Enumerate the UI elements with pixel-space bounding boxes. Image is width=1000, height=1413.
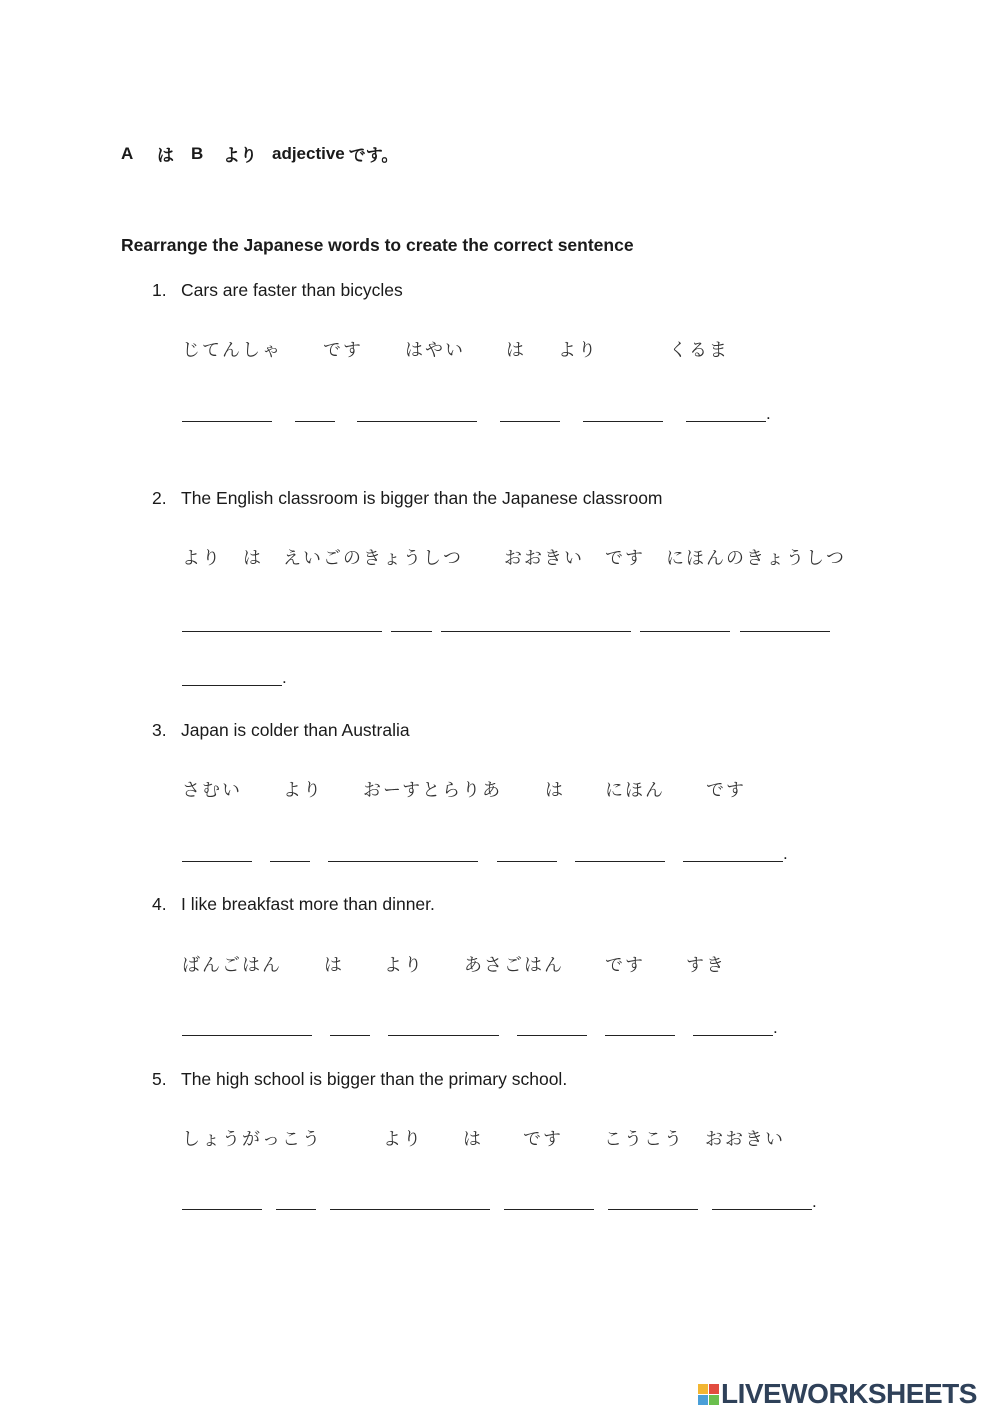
answer-blanks xyxy=(182,402,771,422)
sentence-period: . xyxy=(773,1018,778,1037)
word-1: ばんごはん xyxy=(182,955,282,975)
word-3: はやい xyxy=(405,340,465,360)
answer-blank[interactable] xyxy=(712,1193,812,1210)
sentence-period: . xyxy=(812,1192,817,1211)
answer-blank[interactable] xyxy=(182,615,382,632)
word-3: おーすとらりあ xyxy=(363,780,503,800)
answer-blank[interactable] xyxy=(391,615,432,632)
word-5: こうこう xyxy=(604,1129,684,1149)
word-1: より xyxy=(182,548,222,568)
question-text: The high school is bigger than the primary school. xyxy=(181,1069,568,1089)
answer-blank[interactable] xyxy=(182,845,252,862)
sentence-period: . xyxy=(282,668,287,687)
word-2: より xyxy=(283,780,323,800)
answer-blanks xyxy=(182,1016,778,1036)
word-6: くるま xyxy=(669,340,729,360)
logo-cubes-icon xyxy=(698,1384,719,1405)
question-prompt xyxy=(152,894,435,915)
answer-blank[interactable] xyxy=(357,405,477,422)
answer-blank[interactable] xyxy=(605,1019,675,1036)
word-5: です xyxy=(605,955,645,975)
answer-blank[interactable] xyxy=(182,1019,312,1036)
answer-blank[interactable] xyxy=(330,1019,370,1036)
question-text: Cars are faster than bicycles xyxy=(181,280,403,300)
word-5: より xyxy=(558,340,598,360)
answer-blank[interactable] xyxy=(500,405,560,422)
answer-blank[interactable] xyxy=(330,1193,490,1210)
answer-blank[interactable] xyxy=(683,845,783,862)
word-2: より xyxy=(383,1129,423,1149)
pattern-desu: です。 xyxy=(348,146,399,165)
word-3: は xyxy=(463,1129,483,1149)
pattern-a: A xyxy=(121,143,134,163)
answer-blank[interactable] xyxy=(583,405,663,422)
answer-blanks-line-2 xyxy=(182,666,287,686)
liveworksheets-logo xyxy=(698,1378,977,1410)
logo-text: LIVEWORKSHEETS xyxy=(721,1378,977,1409)
question-prompt xyxy=(152,488,663,509)
answer-blank[interactable] xyxy=(270,845,310,862)
word-4: は xyxy=(506,340,526,360)
answer-blanks xyxy=(182,842,788,862)
instruction: Rearrange the Japanese words to create the correct sentence xyxy=(121,235,634,255)
word-2: は xyxy=(243,548,263,568)
answer-blank[interactable] xyxy=(295,405,335,422)
word-3: えいごのきょうしつ xyxy=(283,548,463,568)
answer-blank[interactable] xyxy=(640,615,730,632)
answer-blank[interactable] xyxy=(575,845,665,862)
word-4: です xyxy=(523,1129,563,1149)
word-bank xyxy=(182,336,729,362)
word-1: じてんしゃ xyxy=(182,340,282,360)
word-4: あさごはん xyxy=(464,955,564,975)
word-6: にほんのきょうしつ xyxy=(666,548,846,568)
question-number: 5. xyxy=(152,1069,167,1089)
answer-blank[interactable] xyxy=(182,669,282,686)
answer-blank[interactable] xyxy=(276,1193,316,1210)
answer-blank[interactable] xyxy=(686,405,766,422)
pattern-adjective: adjective xyxy=(272,143,345,163)
answer-blank[interactable] xyxy=(693,1019,773,1036)
sentence-period: . xyxy=(783,844,788,863)
answer-blank[interactable] xyxy=(740,615,830,632)
word-bank xyxy=(182,544,846,570)
word-1: しょうがっこう xyxy=(182,1129,322,1149)
sentence-period: . xyxy=(766,404,771,423)
word-bank xyxy=(182,776,746,802)
answer-blanks xyxy=(182,612,830,632)
answer-blank[interactable] xyxy=(497,845,557,862)
pattern-ha: は xyxy=(157,146,174,165)
question-prompt xyxy=(152,1069,567,1090)
answer-blanks xyxy=(182,1190,817,1210)
word-6: おおきい xyxy=(705,1129,785,1149)
answer-blank[interactable] xyxy=(388,1019,499,1036)
pattern-b: B xyxy=(191,143,204,163)
answer-blank[interactable] xyxy=(182,1193,262,1210)
question-text: The English classroom is bigger than the Japanese classroom xyxy=(181,488,663,508)
question-number: 1. xyxy=(152,280,167,300)
word-5: にほん xyxy=(605,780,665,800)
answer-blank[interactable] xyxy=(608,1193,698,1210)
pattern-yori: より xyxy=(223,146,257,165)
word-4: おおきい xyxy=(504,548,584,568)
word-3: より xyxy=(384,955,424,975)
question-prompt xyxy=(152,720,410,741)
word-1: さむい xyxy=(182,780,242,800)
word-4: は xyxy=(545,780,565,800)
question-text: I like breakfast more than dinner. xyxy=(181,894,435,914)
question-number: 4. xyxy=(152,894,167,914)
word-6: すき xyxy=(686,955,726,975)
word-6: です xyxy=(706,780,746,800)
word-bank xyxy=(182,1125,785,1151)
question-text: Japan is colder than Australia xyxy=(181,720,410,740)
word-2: は xyxy=(324,955,344,975)
answer-blank[interactable] xyxy=(441,615,631,632)
answer-blank[interactable] xyxy=(328,845,478,862)
word-bank xyxy=(182,951,726,977)
question-number: 2. xyxy=(152,488,167,508)
grammar-pattern xyxy=(121,141,398,166)
word-2: です xyxy=(323,340,363,360)
answer-blank[interactable] xyxy=(504,1193,594,1210)
word-5: です xyxy=(605,548,645,568)
answer-blank[interactable] xyxy=(517,1019,587,1036)
question-number: 3. xyxy=(152,720,167,740)
answer-blank[interactable] xyxy=(182,405,272,422)
question-prompt xyxy=(152,280,403,301)
